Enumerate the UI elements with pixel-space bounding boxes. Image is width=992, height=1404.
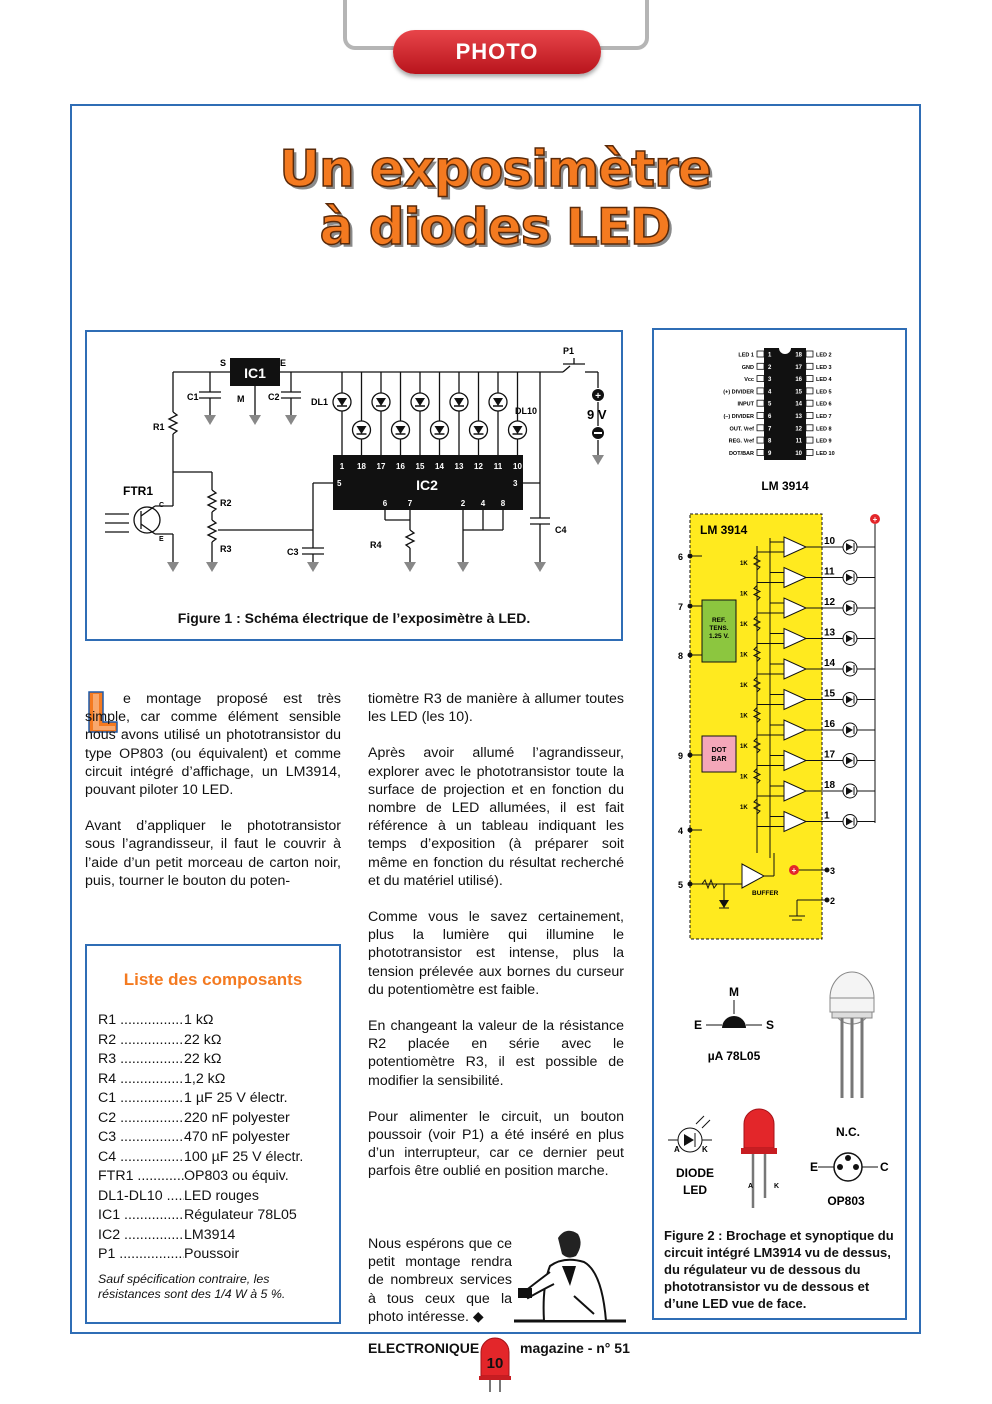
ic1-label: IC1 — [244, 365, 266, 381]
list-item: C3 ..... 470 nF polyester — [98, 1128, 338, 1148]
led-chain — [333, 372, 527, 455]
resistor-1k-label: 1K — [740, 805, 748, 811]
footer-led-badge — [478, 1336, 512, 1392]
dip-right-pin-name: LED 4 — [816, 377, 832, 384]
dip-left-pin-number: 8 — [768, 438, 772, 445]
list-item: C2 ..... 220 nF polyester — [98, 1109, 338, 1129]
dip-right-pin-number: 13 — [795, 414, 802, 420]
diode-label-1: DIODE — [675, 1166, 715, 1180]
left-pin-number: 9 — [678, 751, 684, 761]
list-item: R1 ..... 1 kΩ — [98, 1011, 338, 1031]
ic2-pin-7: 7 — [407, 499, 413, 508]
output-number: 13 — [824, 627, 836, 639]
dip-right-pin-number: 12 — [795, 426, 802, 433]
title-line-1: Un exposimètre — [279, 140, 711, 198]
svg-text:1.25 V.: 1.25 V. — [708, 633, 730, 640]
dip-left-pin-number: 3 — [768, 377, 772, 384]
list-item: R2 ..... 22 kΩ — [98, 1031, 338, 1051]
ground-icon — [206, 562, 218, 572]
op803-c: C — [880, 1160, 889, 1174]
ground-icon — [307, 562, 319, 572]
pinout-figure-2 — [652, 328, 907, 1223]
label-tr-e: E — [159, 536, 164, 543]
left-pin-number: 8 — [678, 651, 684, 661]
left-pin-number: 4 — [678, 826, 684, 836]
label-tr-c: C — [159, 502, 165, 509]
ic2-top-pin: 11 — [493, 462, 503, 471]
label-c4: C4 — [555, 525, 567, 535]
article-column-2 — [368, 690, 624, 1199]
output-number: 10 — [824, 536, 836, 547]
label-r4: R4 — [370, 540, 382, 550]
output-number: 15 — [824, 688, 836, 700]
list-item: R4 ..... 1,2 kΩ — [98, 1070, 338, 1090]
dip-right-pin-number: 16 — [795, 377, 802, 384]
dip-right-pin-number: 18 — [795, 352, 802, 359]
dip-left-pin-number: 5 — [768, 401, 772, 408]
page-number: 10 — [486, 1355, 504, 1372]
dip-left-pin-name: INPUT — [737, 401, 754, 408]
dip-left-pin-name: LED 1 — [738, 352, 754, 359]
components-list — [98, 1011, 338, 1265]
ic2-top-pin: 17 — [376, 462, 386, 471]
dip-left-pin-name: Vcc — [744, 377, 754, 384]
label-9v: 9 V — [587, 407, 607, 422]
left-pin-number: 7 — [678, 602, 684, 612]
list-item: DL1-DL10 ..... LED rouges — [98, 1187, 338, 1207]
label-p1: P1 — [563, 346, 575, 356]
figure-1-caption: Figure 1 : Schéma électrique de l’exposimètre à LED. — [177, 610, 531, 626]
ic1-s: S — [220, 358, 227, 368]
ic2-pin-6: 6 — [382, 499, 388, 508]
led-a: A — [748, 1183, 754, 1190]
ic2-top-pin: 12 — [474, 462, 483, 471]
led-k: K — [774, 1183, 780, 1190]
dip-right-pin-name: LED 3 — [816, 364, 832, 371]
label-c3: C3 — [287, 547, 299, 557]
ic2-top-pin: 15 — [415, 462, 425, 471]
dip-right-pin-name: LED 6 — [816, 401, 832, 408]
pinout-title: LM 3914 — [761, 479, 809, 493]
dip-right-pin-name: LED 5 — [816, 389, 832, 396]
paragraph-5: Comme vous le savez certainement, plus la lumière qui illumine le phototransistor est intense, plus la tension prélevée aux bornes du curseur du potentiomètre est faible. — [368, 909, 624, 998]
op803-nc: N.C. — [836, 1125, 860, 1139]
footer-issue: magazine - n° 51 — [520, 1340, 630, 1356]
regulator-body — [722, 1016, 746, 1028]
svg-text:REF.: REF. — [711, 617, 727, 624]
output-number: 1 — [824, 810, 830, 822]
paragraph-1: e montage proposé est très simple, car comme élément sensible nous avons utilisé un phototransistor du type OP803 (ou équivalent) et comme circuit intégré d’affichage, un LM3914, pouvant piloter 10 LED. — [85, 691, 341, 799]
dip-right-pin-name: LED 9 — [816, 438, 832, 445]
buffer-label: BUFFER — [752, 890, 779, 897]
technician-illustration — [514, 1226, 626, 1324]
svg-text:DOT: DOT — [711, 747, 727, 754]
components-title: Liste des composants — [123, 970, 303, 989]
dip-right-pin-name: LED 8 — [816, 426, 832, 433]
ground-icon — [167, 562, 179, 572]
ic1-e: E — [280, 358, 287, 368]
paragraph-3: tiomètre R3 de manière à allumer toutes les LED (les 10). — [368, 691, 624, 726]
ic2-label: IC2 — [416, 477, 438, 493]
resistor-1k-label: 1K — [740, 744, 748, 750]
section-badge: PHOTO — [393, 30, 601, 74]
paragraph-6: En changeant la valeur de la résistance R2 placée en série avec le potentiomètre R3, il est possible de modifier la sensibilité. — [368, 1018, 624, 1089]
reg-s: S — [766, 1018, 775, 1032]
schematic-figure-1 — [85, 330, 623, 610]
svg-text:+: + — [595, 391, 601, 402]
resistor-1k-label: 1K — [740, 683, 748, 689]
red-led-icon — [744, 1109, 774, 1148]
pin-3-label: 3 — [830, 866, 836, 876]
ic2-top-pin: 16 — [396, 462, 405, 471]
list-item: IC1 ..... Régulateur 78L05 — [98, 1206, 338, 1226]
label-dl1: DL1 — [311, 397, 329, 407]
ic2-pin-3: 3 — [513, 479, 518, 488]
diode-label-2: LED — [683, 1183, 707, 1197]
ic2-pin-5: 5 — [337, 479, 342, 488]
ic2-top-pin: 13 — [454, 462, 464, 471]
ic2-top-pin: 1 — [339, 462, 345, 471]
label-c1: C1 — [187, 392, 199, 402]
ic2-top-pin: 10 — [513, 462, 522, 471]
label-c2: C2 — [268, 392, 280, 402]
dip-left-pin-number: 1 — [768, 352, 772, 359]
ground-icon — [534, 562, 546, 572]
svg-text:+: + — [872, 515, 878, 524]
dotbar-block — [702, 736, 736, 772]
dip-left-pin-name: (–) DIVIDER — [723, 414, 754, 420]
figure-2-caption: Figure 2 : Brochage et synoptique du circuit intégré LM3914 vu de dessus, du régulateur vu de dessous du phototransistor vu de dessous et d’une LED vue de face. — [664, 1228, 894, 1311]
dip-left-pin-name: REG. Vref — [728, 438, 754, 445]
svg-text:+: + — [791, 866, 797, 875]
dip-left-pin-name: GND — [741, 364, 754, 371]
dip-left-pin-name: DOT/BAR — [728, 450, 754, 457]
resistor-1k-label: 1K — [740, 774, 748, 781]
left-pin-number: 5 — [678, 880, 684, 890]
ic2-top-pin: 14 — [435, 462, 444, 471]
label-r3: R3 — [220, 544, 232, 554]
output-number: 17 — [824, 749, 836, 761]
ground-icon — [457, 562, 469, 572]
dip-left-pin-number: 6 — [768, 414, 772, 420]
output-number: 12 — [824, 597, 836, 608]
paragraph-8: Nous espérons que ce petit montage rendra de nombreux services à tous ceux que la photo intéresse. ◆ — [368, 1236, 512, 1325]
output-number: 18 — [824, 780, 836, 791]
resistor-1k-label: 1K — [740, 591, 748, 598]
ground-icon — [285, 415, 297, 425]
ic2-pin-4: 4 — [480, 499, 486, 508]
reg-m: M — [729, 985, 739, 999]
svg-text:BAR: BAR — [711, 756, 727, 763]
dip-right-pin-name: LED 2 — [816, 352, 832, 359]
left-pin-number: 6 — [678, 552, 684, 562]
paragraph-2: Avant d’appliquer le phototransistor sous l’agrandisseur, il faut le couvrir à l’aide d’un petit morceau de carton noir, puis, tourner le bouton du poten- — [85, 818, 341, 889]
diode-a: A — [674, 1145, 680, 1154]
pin-2-label: 2 — [830, 896, 836, 906]
dip-right-pin-name: LED 7 — [816, 414, 832, 420]
list-item: IC2 ..... LM3914 — [98, 1226, 338, 1246]
dip-left-pin-number: 2 — [768, 364, 772, 371]
ic2-top-pin: 18 — [357, 462, 366, 471]
dip-right-pin-name: LED 10 — [816, 450, 835, 457]
dip-left-pin-name: (+) DIVIDER — [723, 389, 754, 396]
reg-e: E — [694, 1018, 703, 1032]
resistor-1k-label: 1K — [740, 561, 748, 567]
ic2-pin-8: 8 — [500, 499, 506, 508]
svg-text:TENS.: TENS. — [709, 625, 729, 632]
ic2-pin-2: 2 — [460, 499, 466, 508]
op803-e: E — [810, 1160, 819, 1174]
components-note: Sauf spécification contraire, les résistances sont des 1/4 W à 5 %. — [98, 1272, 286, 1301]
output-number: 14 — [824, 658, 836, 669]
paragraph-4: Après avoir allumé l’agrandisseur, explorer avec le phototransistor toute la surface de projection et en fonction du nombre de LED allumées, il est fait référence à un tableau indiquant les temps d’exposition (à préparer soit même en fonction du résultat recherché et du matériel utilisé). — [368, 745, 624, 889]
diode-k: K — [702, 1145, 708, 1154]
ic1-m: M — [237, 394, 245, 404]
block-title: LM 3914 — [700, 523, 748, 537]
label-dl10: DL10 — [515, 406, 538, 416]
list-item: FTR1 ..... OP803 ou équiv. — [98, 1167, 338, 1187]
label-r2: R2 — [220, 498, 232, 508]
list-item: C4 ..... 100 µF 25 V électr. — [98, 1148, 338, 1168]
resistor-1k-label: 1K — [740, 652, 748, 659]
dip-right-pin-number: 17 — [795, 364, 802, 371]
label-ftr1: FTR1 — [123, 484, 153, 498]
dip-right-pin-number: 14 — [795, 401, 802, 408]
resistor-1k-label: 1K — [740, 713, 748, 720]
paragraph-7: Pour alimenter le circuit, un bouton poussoir (voir P1) a été inséré en plus d’un interrupteur, car ce dernier peut parfois être oublié en position marche. — [368, 1108, 624, 1180]
article-title — [100, 140, 890, 256]
ground-icon — [204, 415, 216, 425]
dip-right-pin-number: 15 — [795, 389, 802, 396]
dip-right-pin-number: 11 — [795, 438, 802, 445]
output-number: 11 — [824, 566, 835, 578]
list-item: P1 ..... Poussoir — [98, 1245, 338, 1265]
ground-icon — [249, 415, 261, 425]
op803-label: OP803 — [827, 1194, 865, 1208]
dip-left-pin-name: OUT. Vref — [729, 426, 754, 433]
ground-icon — [404, 562, 416, 572]
label-r1: R1 — [153, 422, 165, 432]
resistor-1k-label: 1K — [740, 622, 748, 628]
output-number: 16 — [824, 719, 836, 730]
regulator-label: µA 78L05 — [707, 1049, 761, 1063]
dip-right-pin-number: 10 — [795, 450, 802, 457]
ground-icon — [592, 455, 604, 465]
dip-left-pin-number: 4 — [768, 389, 772, 396]
article-column-1 — [85, 690, 341, 908]
dip-left-pin-number: 7 — [768, 426, 772, 433]
dip-left-pin-number: 9 — [768, 450, 772, 457]
list-item: R3 ..... 22 kΩ — [98, 1050, 338, 1070]
list-item: C1 ..... 1 µF 25 V électr. — [98, 1089, 338, 1109]
footer-magazine: ELECTRONIQUE — [368, 1340, 480, 1356]
title-line-2: à diodes LED — [319, 198, 671, 256]
